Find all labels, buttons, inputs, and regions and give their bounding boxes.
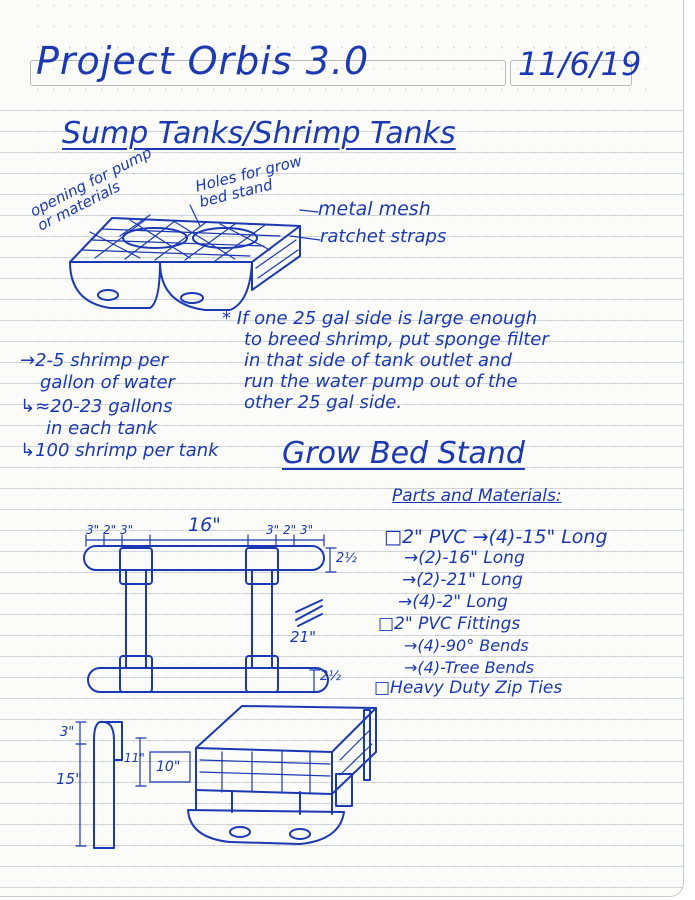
bed-dim-inner: 10" — [156, 759, 181, 775]
note-line: other 25 gal side. — [244, 392, 403, 413]
dim-right-mid: 21" — [290, 628, 316, 646]
shrimp-line: ↳100 shrimp per tank — [20, 440, 219, 461]
dim-right-top: 2½ — [336, 551, 357, 566]
note-line: to breed shrimp, put sponge filter — [244, 329, 549, 350]
parts-item: →(4)-Tree Bends — [404, 658, 535, 677]
dim-value: 3" — [266, 523, 280, 537]
shrimp-line: →2-5 shrimp per — [20, 350, 168, 371]
label-ratchet-straps: ratchet straps — [320, 226, 447, 247]
parts-item: □Heavy Duty Zip Ties — [374, 678, 563, 698]
parts-item: □2" PVC →(4)-15" Long — [384, 526, 608, 548]
parts-item: →(4)-2" Long — [398, 592, 508, 612]
bed-dim-outer: 11" — [124, 751, 145, 765]
parts-item: □2" PVC Fittings — [378, 614, 521, 634]
dim-right-bottom: 2½ — [320, 669, 341, 684]
parts-item: →(2)-21" Long — [402, 570, 523, 590]
grow-bed-heading: Grow Bed Stand — [282, 436, 525, 471]
page-date: 11/6/19 — [518, 45, 642, 83]
label-pump-opening: opening for pump or materials — [27, 143, 155, 235]
dim-value: 3" — [119, 523, 134, 537]
label-grow-bed-holes: Holes for grow bed stand — [193, 151, 304, 211]
sump-heading: Sump Tanks/Shrimp Tanks — [62, 116, 456, 151]
note-line: * If one 25 gal side is large enough — [222, 308, 538, 329]
leg-dim-top: 3" — [60, 725, 75, 740]
dim-value: 2" — [282, 523, 297, 537]
page-title: Project Orbis 3.0 — [36, 39, 370, 83]
shrimp-line: ↳≈20-23 gallons — [20, 396, 173, 417]
parts-item: →(2)-16" Long — [404, 548, 525, 568]
label-metal-mesh: metal mesh — [318, 198, 431, 220]
dim-value: 3" — [86, 523, 100, 537]
note-line: in that side of tank outlet and — [244, 350, 512, 371]
dim-value: 3" — [299, 523, 314, 537]
note-line: run the water pump out of the — [244, 371, 518, 392]
dim-value: 2" — [102, 523, 117, 537]
parts-heading: Parts and Materials: — [392, 486, 562, 506]
shrimp-line: gallon of water — [40, 372, 175, 393]
leg-dim-length: 15" — [56, 770, 82, 788]
dim-top-mid: 16" — [188, 514, 221, 536]
parts-item: →(4)-90° Bends — [404, 636, 529, 655]
shrimp-line: in each tank — [46, 418, 158, 439]
